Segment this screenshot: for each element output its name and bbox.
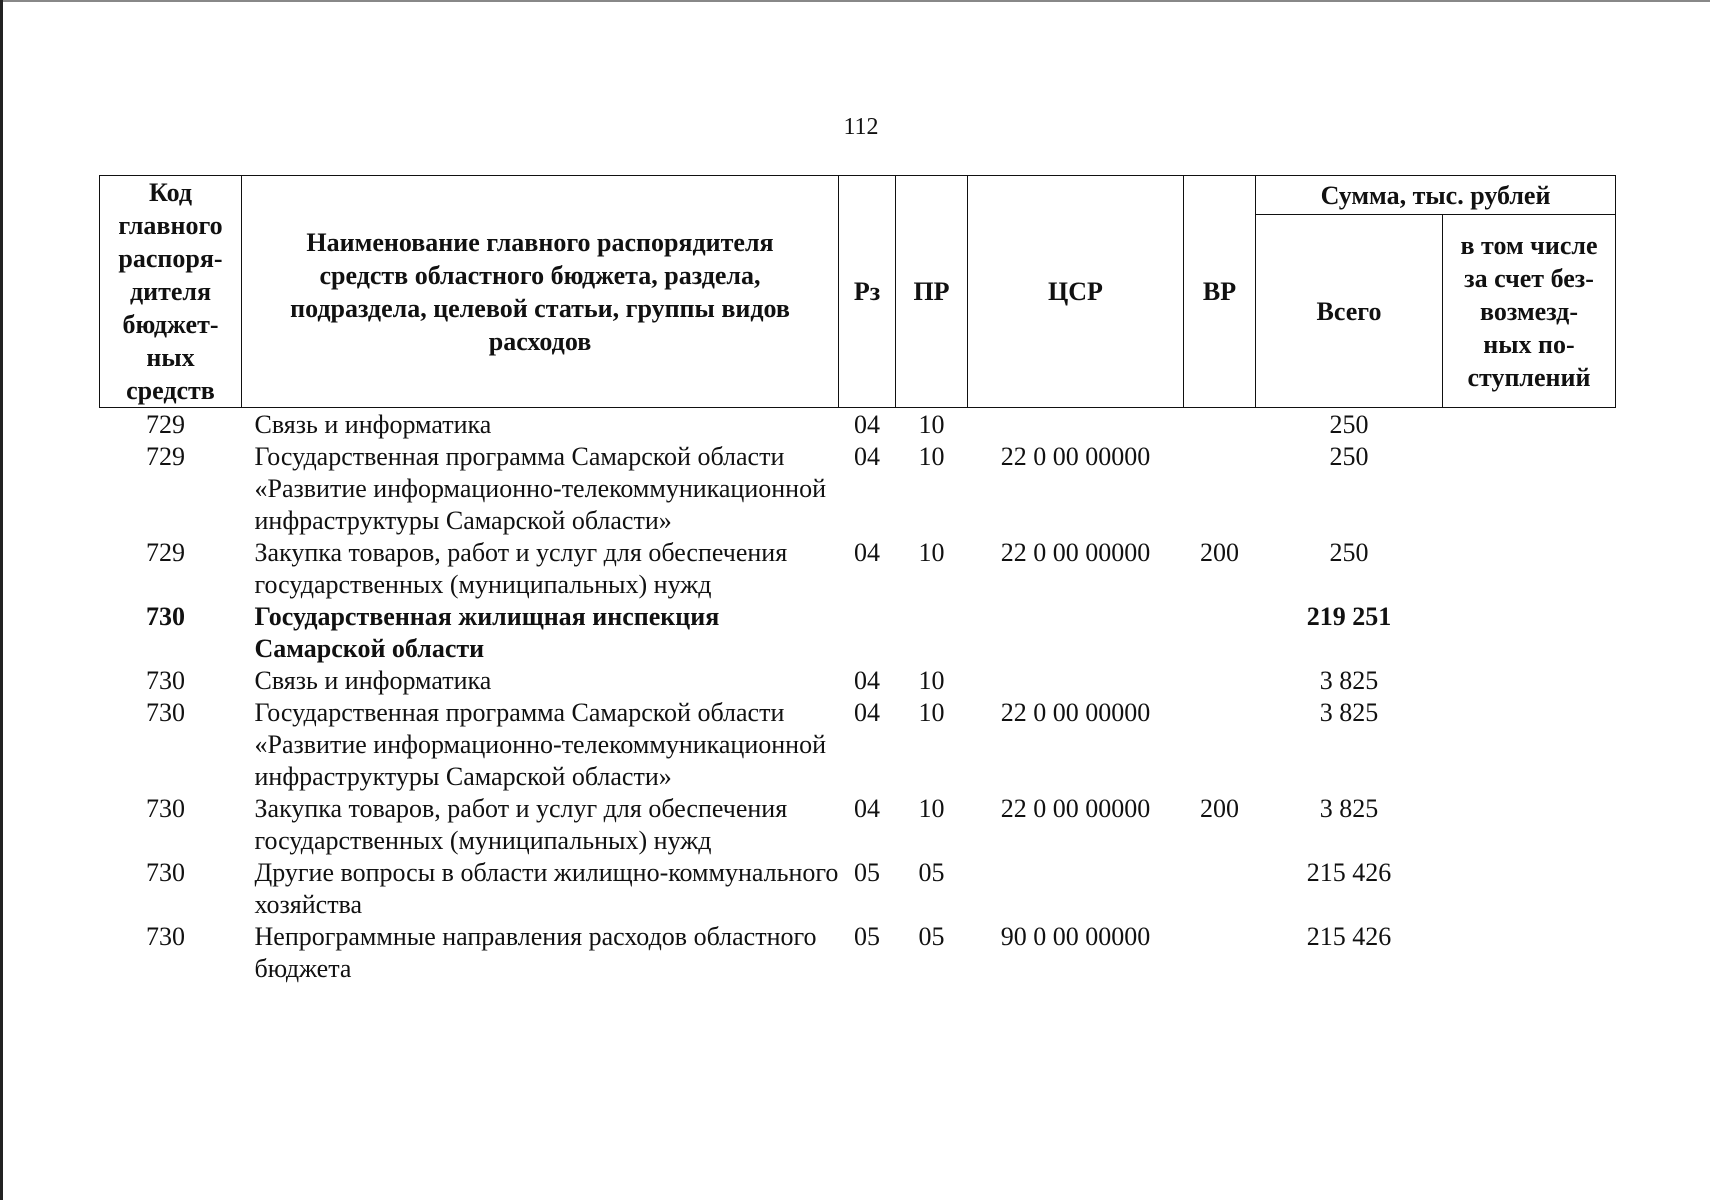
table-row — [100, 537, 1616, 601]
cell-total: 250 — [1329, 410, 1369, 439]
cell-total: 219 251 — [1306, 602, 1392, 631]
table-row — [100, 793, 1616, 857]
cell-rz: 04 — [854, 666, 880, 695]
table-row — [100, 441, 1616, 537]
cell-free — [1443, 665, 1616, 697]
cell-name: Другие вопросы в области жилищно-коммунального хозяйства — [254, 858, 839, 919]
cell-total: 215 426 — [1306, 858, 1392, 887]
header-vr: ВР — [1184, 176, 1256, 408]
page-number: 112 — [843, 114, 879, 140]
budget-table — [99, 175, 1616, 985]
cell-pr: 05 — [918, 922, 945, 951]
cell-free — [1443, 857, 1616, 921]
scan-top-edge — [0, 0, 1710, 2]
cell-free — [1443, 601, 1616, 665]
cell-rz: 04 — [854, 442, 880, 471]
cell-free — [1443, 537, 1616, 601]
cell-code: 729 — [146, 410, 185, 439]
cell-csr: 22 0 00 00000 — [1000, 794, 1151, 823]
table-row — [100, 665, 1616, 697]
cell-vr — [1184, 665, 1256, 697]
cell-pr: 10 — [918, 538, 945, 567]
cell-free — [1443, 921, 1616, 985]
cell-csr — [968, 601, 1184, 665]
cell-csr — [968, 665, 1184, 697]
header-code: Код главного распоря- дителя бюджет- ных средств — [100, 176, 242, 408]
cell-total: 3 825 — [1319, 698, 1379, 727]
cell-pr: 10 — [918, 442, 945, 471]
table-body — [100, 408, 1616, 986]
cell-pr: 10 — [918, 794, 945, 823]
cell-csr: 90 0 00 00000 — [1000, 922, 1151, 951]
cell-name: Государственная жилищная инспекция Самарской области — [254, 602, 720, 663]
table-row — [100, 697, 1616, 793]
cell-rz: 04 — [854, 538, 880, 567]
cell-total: 215 426 — [1306, 922, 1392, 951]
cell-name: Закупка товаров, работ и услуг для обеспечения государственных (муниципальных) нужд — [254, 538, 788, 599]
cell-total: 250 — [1329, 442, 1369, 471]
cell-name: Закупка товаров, работ и услуг для обеспечения государственных (муниципальных) нужд — [254, 794, 788, 855]
cell-code: 730 — [146, 794, 185, 823]
cell-total: 250 — [1329, 538, 1369, 567]
cell-vr — [1184, 857, 1256, 921]
cell-free — [1443, 408, 1616, 442]
cell-code: 730 — [146, 698, 185, 727]
cell-vr — [1184, 601, 1256, 665]
cell-csr — [968, 857, 1184, 921]
cell-pr: 10 — [918, 410, 945, 439]
cell-csr: 22 0 00 00000 — [1000, 442, 1151, 471]
cell-code: 730 — [146, 602, 185, 631]
cell-free — [1443, 793, 1616, 857]
header-name: Наименование главного распорядителя средств областного бюджета, раздела, подраздела, целевой статьи, группы видов расходов — [242, 176, 839, 408]
cell-code: 730 — [146, 858, 185, 887]
header-pr: ПР — [896, 176, 968, 408]
cell-vr: 200 — [1200, 794, 1239, 823]
cell-vr: 200 — [1200, 538, 1239, 567]
table-row — [100, 921, 1616, 985]
cell-vr — [1184, 697, 1256, 793]
cell-rz: 04 — [854, 794, 880, 823]
table-row — [100, 857, 1616, 921]
cell-name: Связь и информатика — [254, 666, 492, 695]
cell-code: 729 — [146, 442, 185, 471]
cell-free — [1443, 697, 1616, 793]
cell-pr — [896, 601, 968, 665]
cell-vr — [1184, 408, 1256, 442]
cell-name: Государственная программа Самарской области «Развитие информационно-телекоммуникационной инфраструктуры Самарской области» — [254, 698, 827, 791]
cell-csr — [968, 408, 1184, 442]
cell-pr: 10 — [918, 698, 945, 727]
cell-rz — [839, 601, 896, 665]
header-rz: Рз — [839, 176, 896, 408]
cell-total: 3 825 — [1319, 794, 1379, 823]
table-row-agency — [100, 601, 1616, 665]
cell-pr: 10 — [918, 666, 945, 695]
header-total: Всего — [1256, 215, 1443, 408]
cell-csr: 22 0 00 00000 — [1000, 698, 1151, 727]
cell-rz: 05 — [854, 858, 880, 887]
cell-rz: 04 — [854, 698, 880, 727]
table-row — [100, 408, 1616, 442]
cell-code: 730 — [146, 666, 185, 695]
cell-vr — [1184, 441, 1256, 537]
table-header — [100, 176, 1616, 408]
cell-pr: 05 — [918, 858, 945, 887]
header-free: в том числе за счет без- возмезд- ных по- ступлений — [1443, 215, 1616, 408]
cell-csr: 22 0 00 00000 — [1000, 538, 1151, 567]
cell-name: Непрограммные направления расходов областного бюджета — [254, 922, 817, 983]
header-csr: ЦСР — [968, 176, 1184, 408]
cell-rz: 04 — [854, 410, 880, 439]
cell-free — [1443, 441, 1616, 537]
header-sum-group: Сумма, тыс. рублей — [1256, 176, 1616, 215]
cell-code: 730 — [146, 922, 185, 951]
cell-rz: 05 — [854, 922, 880, 951]
cell-total: 3 825 — [1319, 666, 1379, 695]
cell-name: Государственная программа Самарской области «Развитие информационно-телекоммуникационной инфраструктуры Самарской области» — [254, 442, 827, 535]
cell-name: Связь и информатика — [254, 410, 492, 439]
scan-left-edge — [0, 0, 3, 1200]
cell-code: 729 — [146, 538, 185, 567]
cell-vr — [1184, 921, 1256, 985]
